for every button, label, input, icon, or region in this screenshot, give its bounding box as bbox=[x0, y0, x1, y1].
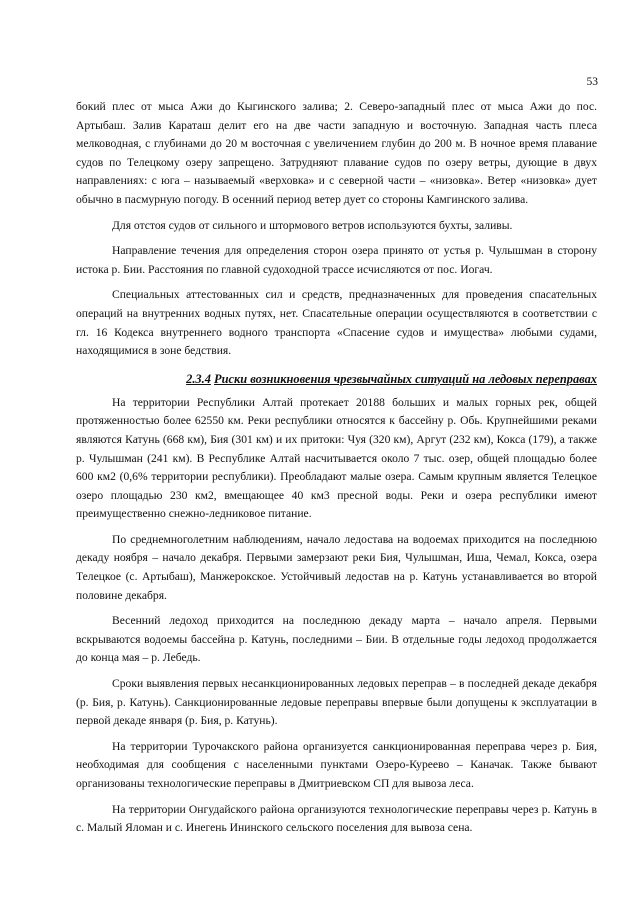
section-title: Риски возникновения чрезвычайных ситуаций на ледовых переправах bbox=[214, 371, 597, 386]
section-number: 2.3.4 bbox=[186, 371, 211, 386]
paragraph: На территории Республики Алтай протекает 20188 больших и малых горных рек, общей протяженностью более 62550 км. Реки республики относятся к бассейну р. Обь. Крупнейшими реками являются Катунь (668 км), Бия (301 км) и их притоки: Чуя (320 км), Аргут (232 км), Кокса (179), а также р. Чулышман (241 км). В Республике Алтай насчитывается около 7 тыс. озер, общей площадью более 600 км2 (0,6% территории республики). Преобладают малые озера. Самым крупным является Телецкое озеро площадью 230 км2, вмещающее 40 км3 пресной воды. Реки и озера республики имеют преимущественно снежно-ледниковое питание. bbox=[76, 395, 597, 521]
paragraph: Весенний ледоход приходится на последнюю декаду марта – начало апреля. Первыми вскрываются водоемы бассейна р. Катунь, последними – Бии. В отдельные годы ледоход продолжается до конца мая – р. Лебедь. bbox=[76, 614, 597, 665]
section-heading bbox=[76, 370, 597, 388]
paragraph: По среднемноголетним наблюдениям, начало ледостава на водоемах приходится на последнюю декаду ноября – начало декабря. Первыми замерзают реки Бия, Чулышман, Иша, Чемал, Кокса, озера Телецкое (с. Артыбаш), Манжерокское. Устойчивый ледостав на р. Катунь устанавливается во второй половине декабря. bbox=[76, 532, 597, 602]
paragraph: Сроки выявления первых несанкционированных ледовых переправ – в последней декаде декабря (р. Бия, р. Катунь). Санкционированные ледовые переправы впервые были допущены к эксплуатации в первой декаде января (р. Бия, р. Катунь). bbox=[76, 677, 597, 728]
page-number: 53 bbox=[586, 76, 598, 88]
document-body bbox=[76, 98, 597, 838]
paragraph-continued: бокий плес от мыса Ажи до Кыгинского залива; 2. Северо-западный плес от мыса Ажи до пос. Артыбаш. Залив Караташ делит его на две части западную и восточную. Западная часть плеса мелководная, с глубинами до 20 м восточная с увеличением глубин до 200 м. В ночное время плавание судов по Телецкому озеру запрещено. Затрудняют плавание судов по озеру ветры, дующие в двух направлениях: с юга – называемый «верховка» и с северной части – «низовка». Ветер «низовка» дует обычно в пасмурную погоду. В осенний период ветер дует со стороны Камгинского залива. bbox=[76, 100, 597, 206]
paragraph: Для отстоя судов от сильного и штормового ветров используются бухты, заливы. bbox=[112, 218, 513, 232]
paragraph: На территории Турочакского района организуется санкционированная переправа через р. Бия, необходимая для сообщения с населенными пунктами Озеро-Куреево – Каначак. Также бывают организованы технологические переправы в Дмитриевском СП для вывоза леса. bbox=[76, 739, 597, 790]
paragraph: Специальных аттестованных сил и средств, предназначенных для проведения спасательных операций на внутренних водных путях, нет. Спасательные операции осуществляются в соответствии с гл. 16 Кодекса внутреннего водного транспорта «Спасение судов и имущества» любыми судами, находящимися в зоне бедствия. bbox=[76, 288, 597, 358]
paragraph: На территории Онгудайского района организуются технологические переправы через р. Катунь в с. Малый Яломан и с. Инегень Ининского сельского поселения для вывоза сена. bbox=[76, 802, 597, 835]
paragraph: Направление течения для определения сторон озера принято от устья р. Чулышман в сторону истока р. Бии. Расстояния по главной судоходной трассе исчисляются от пос. Иогач. bbox=[76, 244, 597, 276]
